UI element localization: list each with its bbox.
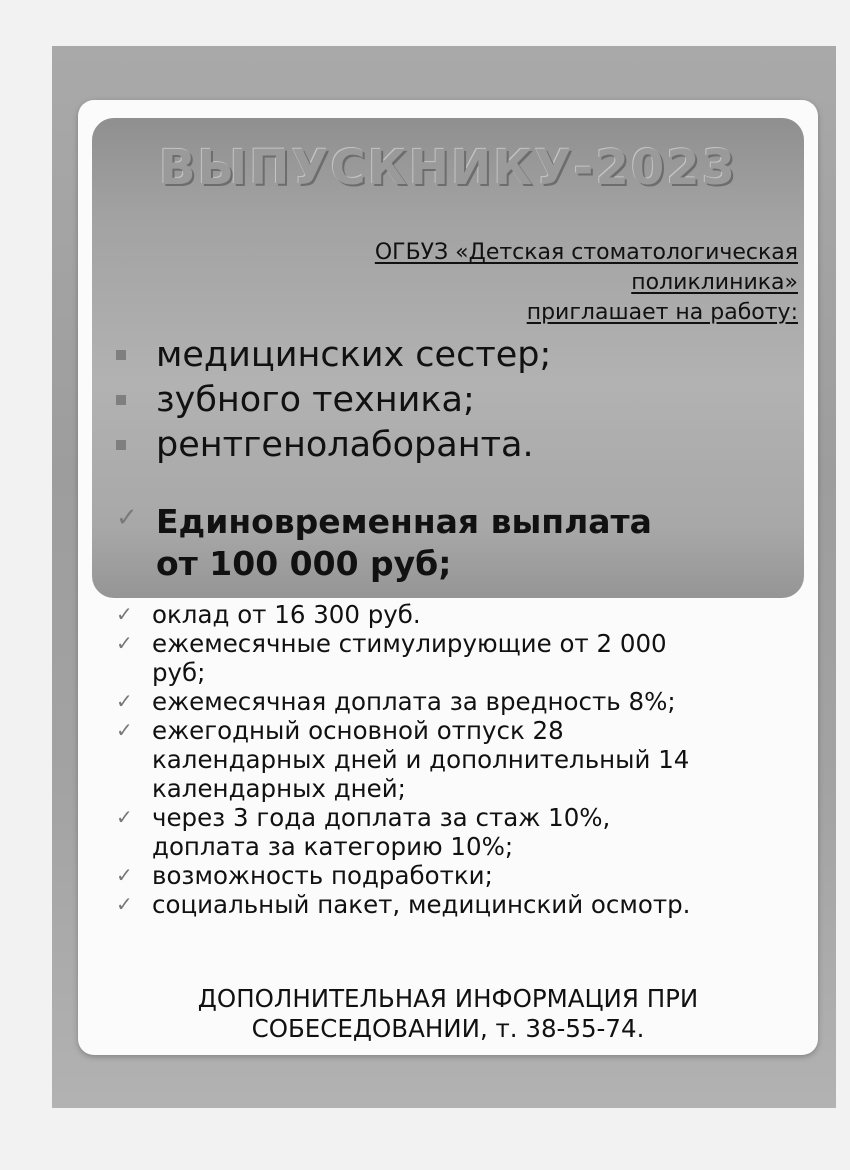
checkmark-icon: ✓ <box>116 503 138 533</box>
square-bullet-icon <box>116 440 126 450</box>
checkmark-icon: ✓ <box>116 631 133 655</box>
square-bullet-icon <box>116 395 126 405</box>
position-label: медицинских сестер; <box>156 335 552 375</box>
position-item <box>116 423 551 468</box>
benefit-item <box>116 600 796 629</box>
benefit-line: социальный пакет, медицинский осмотр. <box>152 890 691 919</box>
position-label: зубного техника; <box>156 380 475 420</box>
benefit-line: календарных дней и дополнительный 14 <box>152 745 690 774</box>
organization-invitation <box>198 238 798 328</box>
checkmark-icon: ✓ <box>116 805 133 829</box>
position-item <box>116 333 551 378</box>
position-item <box>116 378 551 423</box>
lump-sum-line-1: Единовременная выплата <box>156 502 652 541</box>
headline: ВЫПУСКНИКУ-2023 <box>158 140 738 196</box>
square-bullet-icon <box>116 350 126 360</box>
lump-sum-line-2: от 100 000 руб; <box>156 544 452 583</box>
benefit-item <box>116 687 796 716</box>
lump-sum-text <box>156 501 796 585</box>
positions-list <box>116 333 551 468</box>
benefit-line: через 3 года доплата за стаж 10%, <box>152 803 611 832</box>
benefit-item <box>116 861 796 890</box>
benefit-item <box>116 890 796 919</box>
benefit-line: возможность подработки; <box>152 861 493 890</box>
footer-line-1: ДОПОЛНИТЕЛЬНАЯ ИНФОРМАЦИЯ ПРИ <box>197 984 699 1013</box>
benefit-line: ежемесячные стимулирующие от 2 000 <box>152 629 667 658</box>
benefit-item <box>116 803 796 861</box>
organization-line-2: поликлиника» <box>631 270 798 295</box>
organization-line-3: приглашает на работу: <box>526 300 798 325</box>
benefits-list <box>116 600 796 919</box>
checkmark-icon: ✓ <box>116 863 133 887</box>
benefit-item <box>116 716 796 803</box>
benefit-line: оклад от 16 300 руб. <box>152 600 421 629</box>
benefit-line: календарных дней; <box>152 774 406 803</box>
benefit-line: доплата за категорию 10%; <box>152 832 514 861</box>
footer-line-2: СОБЕСЕДОВАНИИ, т. 38-55-74. <box>251 1014 645 1043</box>
checkmark-icon: ✓ <box>116 718 133 742</box>
checkmark-icon: ✓ <box>116 689 133 713</box>
benefit-line: руб; <box>152 658 206 687</box>
checkmark-icon: ✓ <box>116 892 133 916</box>
additional-info-footer <box>92 984 804 1044</box>
checkmark-icon: ✓ <box>116 602 133 626</box>
benefit-line: ежегодный основной отпуск 28 <box>152 716 564 745</box>
benefit-item <box>116 629 796 687</box>
benefit-line: ежемесячная доплата за вредность 8%; <box>152 687 676 716</box>
organization-line-1: ОГБУЗ «Детская стоматологическая <box>374 240 798 265</box>
position-label: рентгенолаборанта. <box>156 425 534 465</box>
lump-sum-payment <box>116 501 796 585</box>
